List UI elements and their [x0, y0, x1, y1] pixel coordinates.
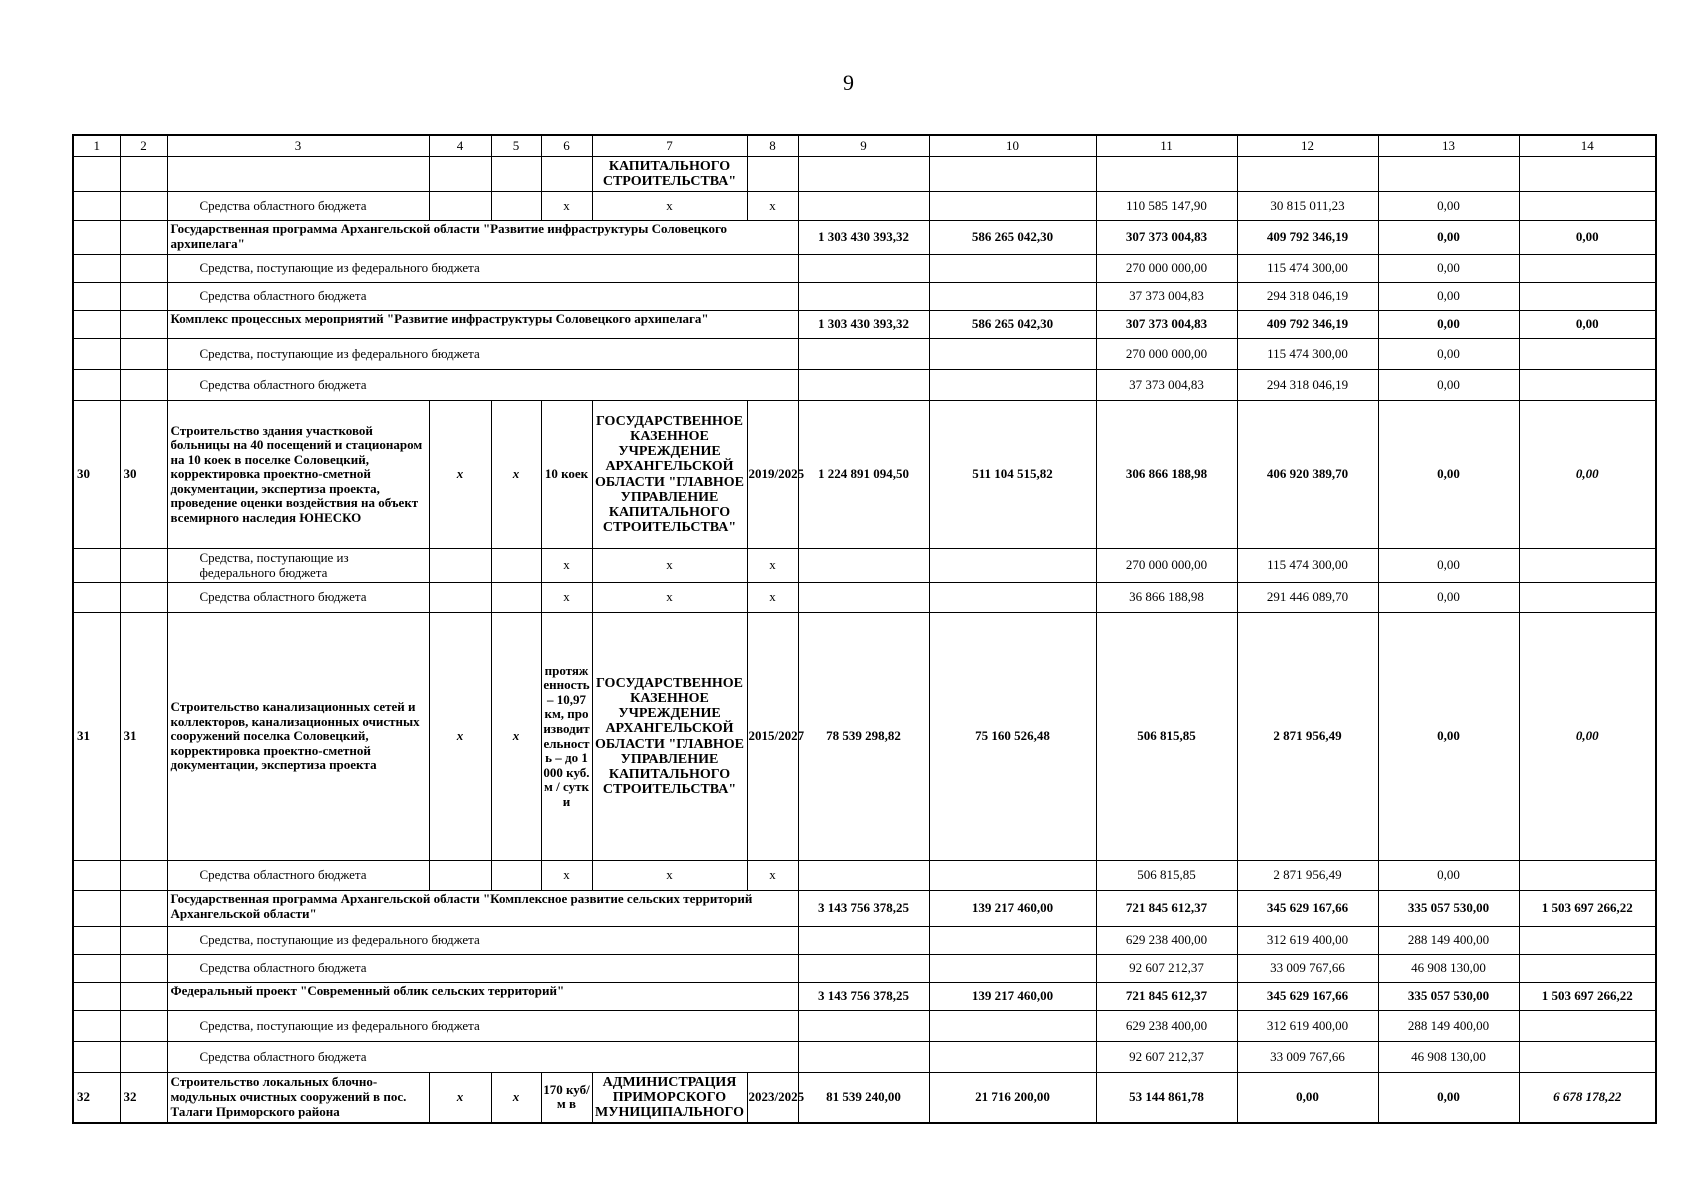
row-label: Средства областного бюджета [167, 192, 429, 221]
cell: х [491, 401, 541, 549]
col-header: 3 [167, 135, 429, 157]
capacity-cell: протяженность – 10,97 км, производительность – до 1 000 куб. м / сутки [541, 613, 592, 861]
row-label: Средства областного бюджета [167, 861, 429, 891]
cell: 409 792 346,19 [1237, 311, 1378, 339]
col-header: 14 [1519, 135, 1656, 157]
cell: 0,00 [1378, 311, 1519, 339]
col-header: 5 [491, 135, 541, 157]
cell: 0,00 [1378, 401, 1519, 549]
row-label: Средства, поступающие из федерального бюджета [167, 1011, 798, 1042]
cell: 345 629 167,66 [1237, 983, 1378, 1011]
cell: х [541, 861, 592, 891]
table-row [73, 549, 1656, 583]
project-title: Строительство локальных блочно-модульных очистных сооружений в пос. Талаги Приморского района [167, 1073, 429, 1123]
table-row [73, 1042, 1656, 1073]
cell: 335 057 530,00 [1378, 891, 1519, 927]
col-header: 6 [541, 135, 592, 157]
budget-table [72, 134, 1657, 1124]
cell: 36 866 188,98 [1096, 583, 1237, 613]
table-row [73, 613, 1656, 861]
period-cell: 2015/2027 [747, 613, 798, 861]
cell: 115 474 300,00 [1237, 255, 1378, 283]
period-cell: 2019/2025 [747, 401, 798, 549]
cell: 37 373 004,83 [1096, 370, 1237, 401]
cell: 139 217 460,00 [929, 983, 1096, 1011]
row-label: Средства, поступающие из федерального бюджета [167, 927, 798, 955]
row-label: Средства областного бюджета [167, 583, 429, 613]
cell: х [747, 861, 798, 891]
row-number: 32 [73, 1073, 120, 1123]
cell: 291 446 089,70 [1237, 583, 1378, 613]
cell: х [747, 583, 798, 613]
cell: 30 815 011,23 [1237, 192, 1378, 221]
table-row [73, 311, 1656, 339]
cell: 307 373 004,83 [1096, 221, 1237, 255]
cell: 270 000 000,00 [1096, 339, 1237, 370]
table-row [73, 192, 1656, 221]
cell: 0,00 [1378, 283, 1519, 311]
row-number: 31 [120, 613, 167, 861]
cell: 270 000 000,00 [1096, 549, 1237, 583]
table-row [73, 339, 1656, 370]
row-label: Средства областного бюджета [167, 370, 798, 401]
cell: 306 866 188,98 [1096, 401, 1237, 549]
cell: 1 303 430 393,32 [798, 221, 929, 255]
row-number: 30 [120, 401, 167, 549]
col-header: 7 [592, 135, 747, 157]
cell: 115 474 300,00 [1237, 549, 1378, 583]
cell: 2 871 956,49 [1237, 613, 1378, 861]
col-header: 11 [1096, 135, 1237, 157]
cell: х [747, 192, 798, 221]
cell: 1 303 430 393,32 [798, 311, 929, 339]
cell: 6 678 178,22 [1519, 1073, 1656, 1123]
executor-cell: ГОСУДАРСТВЕННОЕ КАЗЕННОЕ УЧРЕЖДЕНИЕ АРХАНГЕЛЬСКОЙ ОБЛАСТИ "ГЛАВНОЕ УПРАВЛЕНИЕ КАПИТАЛЬНОГО СТРОИТЕЛЬСТВА" [592, 401, 747, 549]
cell: 0,00 [1378, 255, 1519, 283]
row-label: Средства, поступающие из федерального бюджета [167, 549, 429, 583]
cell: 110 585 147,90 [1096, 192, 1237, 221]
program-title: Государственная программа Архангельской области "Комплексное развитие сельских территорий Архангельской области" [167, 891, 798, 927]
capacity-cell: 10 коек [541, 401, 592, 549]
project-title: Строительство здания участковой больницы на 40 посещений и стационаром на 10 коек в поселке Соловецкий, корректировка проектно-сметной документации, экспертиза проекта, проведение оценки воздействия на объект всемирного наследия ЮНЕСКО [167, 401, 429, 549]
table-row [73, 583, 1656, 613]
cell: 406 920 389,70 [1237, 401, 1378, 549]
col-header: 12 [1237, 135, 1378, 157]
cell: 21 716 200,00 [929, 1073, 1096, 1123]
table-row [73, 283, 1656, 311]
cell: 721 845 612,37 [1096, 983, 1237, 1011]
cell: 3 143 756 378,25 [798, 891, 929, 927]
cell: х [491, 613, 541, 861]
header-row [73, 135, 1656, 157]
cell: 629 238 400,00 [1096, 927, 1237, 955]
cell: 46 908 130,00 [1378, 1042, 1519, 1073]
cell: 1 503 697 266,22 [1519, 983, 1656, 1011]
table-row [73, 983, 1656, 1011]
cell: 270 000 000,00 [1096, 255, 1237, 283]
program-title: Государственная программа Архангельской области "Развитие инфраструктуры Соловецкого архипелага" [167, 221, 798, 255]
table-row [73, 1011, 1656, 1042]
table-row [73, 1073, 1656, 1123]
cell: х [541, 549, 592, 583]
row-label: Средства, поступающие из федерального бюджета [167, 255, 798, 283]
cell: 288 149 400,00 [1378, 1011, 1519, 1042]
col-header: 1 [73, 135, 120, 157]
cell: х [592, 549, 747, 583]
executor-cell: КАПИТАЛЬНОГО СТРОИТЕЛЬСТВА" [592, 157, 747, 192]
cell: 312 619 400,00 [1237, 1011, 1378, 1042]
cell: 0,00 [1378, 192, 1519, 221]
cell: 92 607 212,37 [1096, 955, 1237, 983]
cell: 0,00 [1237, 1073, 1378, 1123]
cell: 409 792 346,19 [1237, 221, 1378, 255]
federal-project-title: Федеральный проект "Современный облик сельских территорий" [167, 983, 798, 1011]
row-number: 32 [120, 1073, 167, 1123]
table-row [73, 891, 1656, 927]
cell: 92 607 212,37 [1096, 1042, 1237, 1073]
cell: 0,00 [1378, 613, 1519, 861]
col-header: 13 [1378, 135, 1519, 157]
cell: 37 373 004,83 [1096, 283, 1237, 311]
col-header: 8 [747, 135, 798, 157]
cell: 0,00 [1519, 221, 1656, 255]
row-number: 31 [73, 613, 120, 861]
period-cell: 2023/2025 [747, 1073, 798, 1123]
cell: 3 143 756 378,25 [798, 983, 929, 1011]
cell: х [592, 192, 747, 221]
cell: 307 373 004,83 [1096, 311, 1237, 339]
cell: х [429, 613, 491, 861]
row-number: 30 [73, 401, 120, 549]
cell: 335 057 530,00 [1378, 983, 1519, 1011]
cell: х [429, 401, 491, 549]
cell: 312 619 400,00 [1237, 927, 1378, 955]
cell: 586 265 042,30 [929, 221, 1096, 255]
cell: х [491, 1073, 541, 1123]
cell: 0,00 [1378, 370, 1519, 401]
cell: 0,00 [1378, 221, 1519, 255]
row-label: Средства, поступающие из федерального бюджета [167, 339, 798, 370]
cell: 1 503 697 266,22 [1519, 891, 1656, 927]
cell: 345 629 167,66 [1237, 891, 1378, 927]
executor-cell: ГОСУДАРСТВЕННОЕ КАЗЕННОЕ УЧРЕЖДЕНИЕ АРХАНГЕЛЬСКОЙ ОБЛАСТИ "ГЛАВНОЕ УПРАВЛЕНИЕ КАПИТАЛЬНОГО СТРОИТЕЛЬСТВА" [592, 613, 747, 861]
cell: 139 217 460,00 [929, 891, 1096, 927]
cell: 0,00 [1519, 311, 1656, 339]
cell: 294 318 046,19 [1237, 283, 1378, 311]
table-row [73, 955, 1656, 983]
cell: х [429, 1073, 491, 1123]
cell: 78 539 298,82 [798, 613, 929, 861]
cell: 0,00 [1378, 1073, 1519, 1123]
cell: 33 009 767,66 [1237, 955, 1378, 983]
cell: 0,00 [1378, 339, 1519, 370]
row-label: Средства областного бюджета [167, 283, 798, 311]
table-row [73, 221, 1656, 255]
table-row [73, 255, 1656, 283]
cell: 115 474 300,00 [1237, 339, 1378, 370]
cell: 53 144 861,78 [1096, 1073, 1237, 1123]
col-header: 2 [120, 135, 167, 157]
cell: 33 009 767,66 [1237, 1042, 1378, 1073]
row-label: Средства областного бюджета [167, 1042, 798, 1073]
cell: 75 160 526,48 [929, 613, 1096, 861]
table-row [73, 401, 1656, 549]
cell: 629 238 400,00 [1096, 1011, 1237, 1042]
cell: 511 104 515,82 [929, 401, 1096, 549]
cell: 2 871 956,49 [1237, 861, 1378, 891]
cell: 0,00 [1378, 861, 1519, 891]
col-header: 9 [798, 135, 929, 157]
cell: х [541, 583, 592, 613]
table-row [73, 157, 1656, 192]
cell: 506 815,85 [1096, 613, 1237, 861]
cell: 288 149 400,00 [1378, 927, 1519, 955]
col-header: 10 [929, 135, 1096, 157]
table-row [73, 927, 1656, 955]
cell: х [541, 192, 592, 221]
executor-cell: АДМИНИСТРАЦИЯ ПРИМОРСКОГО МУНИЦИПАЛЬНОГО [592, 1073, 747, 1123]
row-label: Средства областного бюджета [167, 955, 798, 983]
cell: 0,00 [1378, 549, 1519, 583]
page-number: 9 [843, 70, 854, 95]
table-row [73, 370, 1656, 401]
capacity-cell: 170 куб/м в [541, 1073, 592, 1123]
cell: 1 224 891 094,50 [798, 401, 929, 549]
project-title: Строительство канализационных сетей и коллекторов, канализационных очистных сооружений поселка Соловецкий, корректировка проектно-сметной документации, экспертиза проекта [167, 613, 429, 861]
subprogram-title: Комплекс процессных мероприятий "Развитие инфраструктуры Соловецкого архипелага" [167, 311, 798, 339]
cell: х [592, 583, 747, 613]
cell: 721 845 612,37 [1096, 891, 1237, 927]
cell: 0,00 [1519, 613, 1656, 861]
cell: 81 539 240,00 [798, 1073, 929, 1123]
cell: х [592, 861, 747, 891]
cell: 586 265 042,30 [929, 311, 1096, 339]
cell: 0,00 [1519, 401, 1656, 549]
cell: 0,00 [1378, 583, 1519, 613]
cell: х [747, 549, 798, 583]
cell: 506 815,85 [1096, 861, 1237, 891]
cell: 46 908 130,00 [1378, 955, 1519, 983]
cell: 294 318 046,19 [1237, 370, 1378, 401]
col-header: 4 [429, 135, 491, 157]
table-row [73, 861, 1656, 891]
